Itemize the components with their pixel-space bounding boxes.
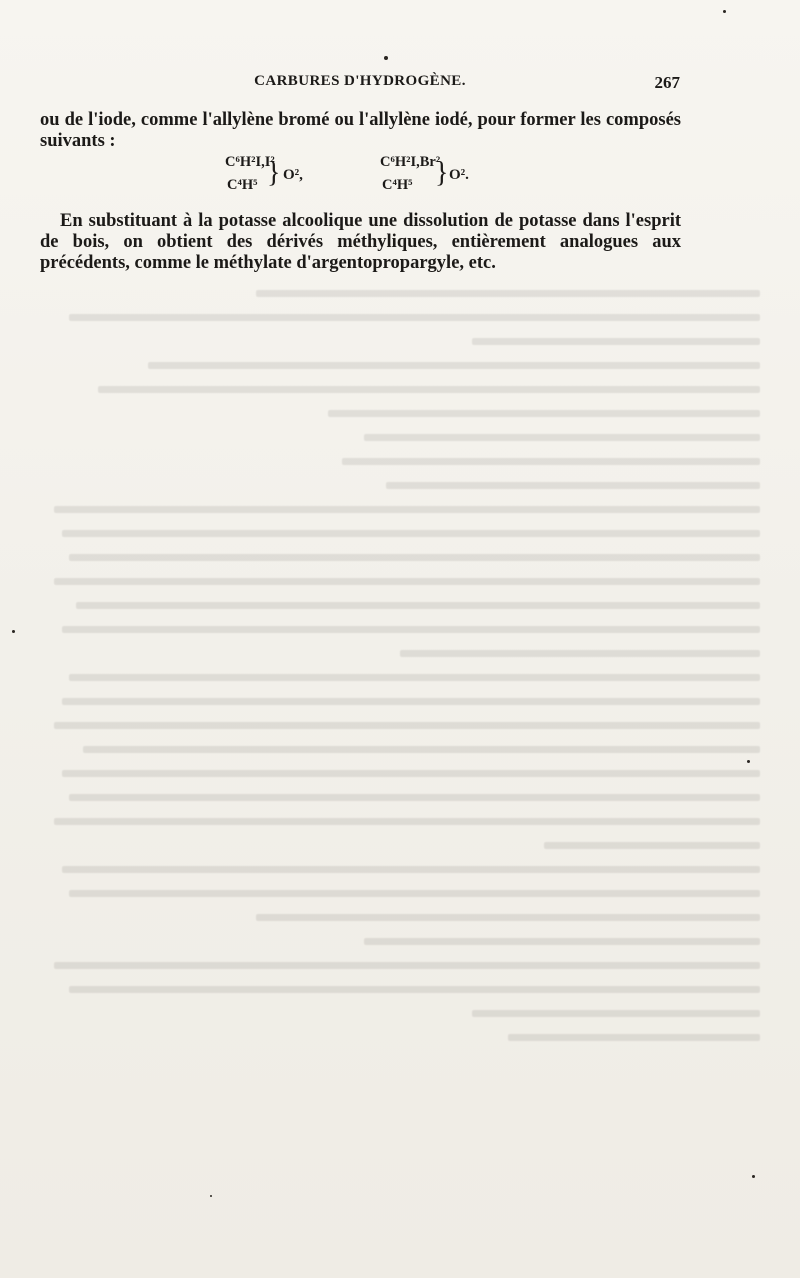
formula-brace: } xyxy=(435,156,449,189)
formula-iodide-top: C⁶H²I,I² xyxy=(225,154,275,170)
formula-bromide-oxygen: O². xyxy=(449,167,469,183)
formula-iodide-bottom: C⁴H⁵ xyxy=(227,177,258,193)
formula-bromide-top: C⁶H²I,Br² xyxy=(380,154,441,170)
chemical-formulas xyxy=(225,152,485,200)
show-through-background xyxy=(40,290,760,1210)
formula-iodide-oxygen: O², xyxy=(283,167,303,183)
paragraph-2: En substituant à la potasse alcoolique une dissolution de potasse dans l'esprit de bois, on obtient des dérivés méthyliques, entièrement analogues aux précédents, comme le méthylate d'argentopropargyle, etc. xyxy=(40,211,681,273)
paragraph-1-line-2: suivants : xyxy=(40,131,116,151)
paragraph-1-line-1: ou de l'iode, comme l'allylène bromé ou l'allylène iodé, pour former les composés xyxy=(40,110,681,130)
page-number: 267 xyxy=(654,73,680,92)
page-header xyxy=(40,73,680,95)
formula-brace: } xyxy=(267,156,281,189)
running-title: CARBURES D'HYDROGÈNE. xyxy=(254,73,466,89)
formula-bromide-bottom: C⁴H⁵ xyxy=(382,177,413,193)
paragraph-1 xyxy=(40,110,681,152)
